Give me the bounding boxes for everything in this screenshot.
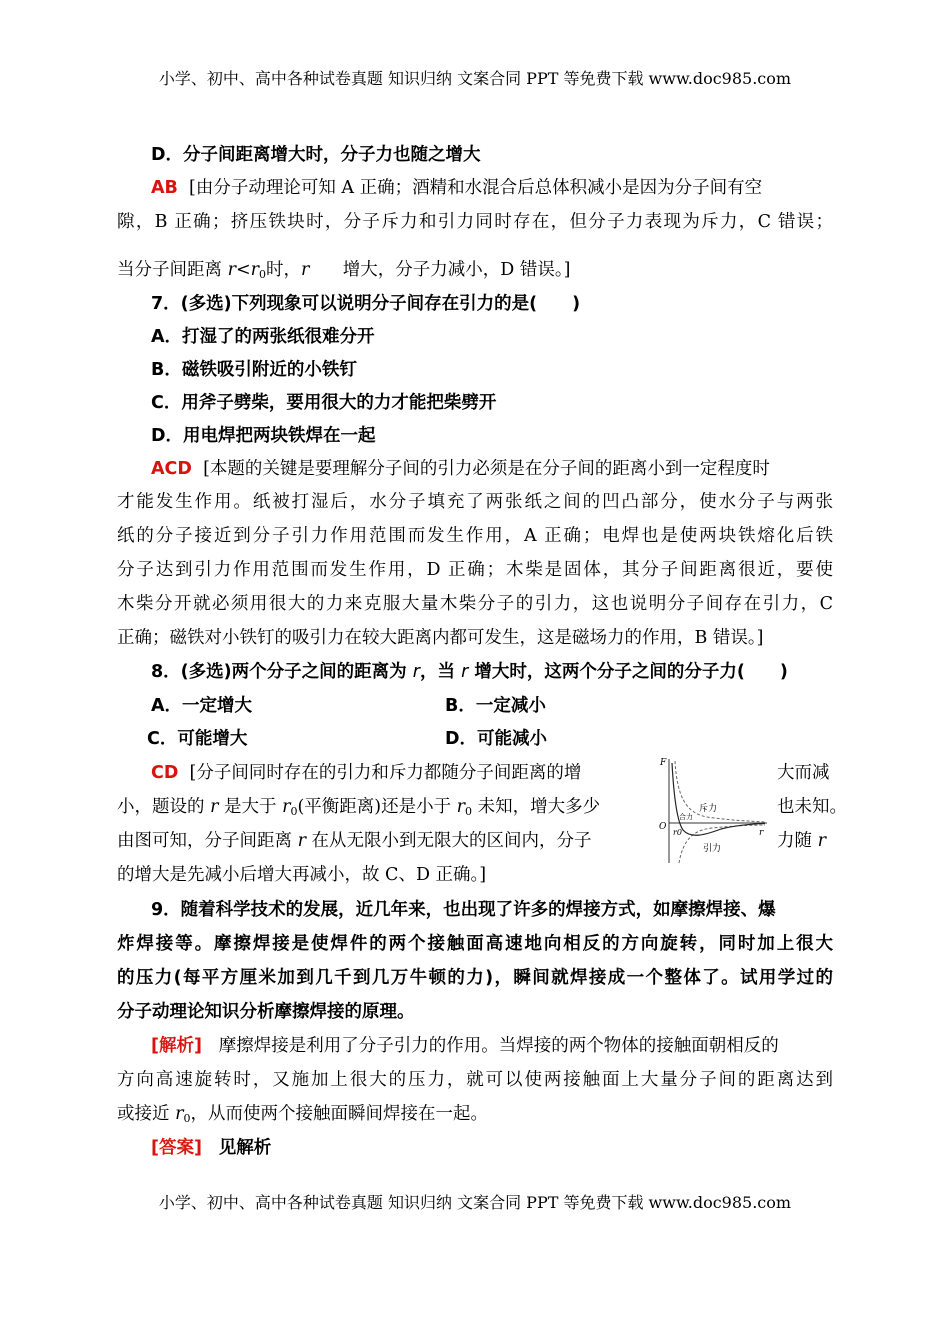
q8-option-c: C．可能增大	[147, 729, 248, 749]
q7-explanation-line-1: ACD [本题的关键是要理解分子间的引力必须是在分子间的距离小到一定程度时	[151, 459, 770, 479]
q8-option-b: B．一定减小	[445, 696, 546, 716]
q7-explanation-line-4: 分子达到引力作用范围而发生作用，D 正确；木柴是固体，其分子间距离很近，要使	[117, 560, 833, 580]
q9-answer-line	[151, 1138, 271, 1159]
page-footer: 小学、初中、高中各种试卷真题 知识归纳 文案合同 PPT 等免费下载 www.doc985.com	[158, 1193, 792, 1212]
q9-stem-line-1: 9．随着科学技术的发展，近几年来，也出现了许多的焊接方式，如摩擦焊接、爆	[151, 900, 776, 920]
q7-answer: ACD	[151, 459, 192, 479]
q7-explanation-line-5: 木柴分开就必须用很大的力来克服大量木柴分子的引力，这也说明分子间存在引力，C	[117, 594, 833, 614]
q7-option-c: C．用斧子劈柴，要用很大的力才能把柴劈开	[151, 393, 497, 413]
q6-explanation-line-1: AB [由分子动理论可知 A 正确；酒精和水混合后总体积减小是因为分子间有空	[151, 178, 763, 198]
q8-explanation-line-1: CD [分子间同时存在的引力和斥力都随分子间距离的增	[151, 763, 582, 783]
analysis-tag: [解析]	[151, 1036, 202, 1056]
q6-explanation-line-2: 隙，B 正确；挤压铁块时，分子斥力和引力同时存在，但分子力表现为斥力，C 错误；	[117, 212, 833, 232]
q8-explanation-line-2-end: 也未知。	[777, 797, 847, 817]
page-header: 小学、初中、高中各种试卷真题 知识归纳 文案合同 PPT 等免费下载 www.doc985.com	[158, 69, 792, 88]
q7-explanation-line-3: 纸的分子接近到分子引力作用范围而发生作用，A 正确；电焊也是使两块铁熔化后铁	[117, 526, 833, 546]
force-distance-chart	[657, 755, 769, 865]
q7-option-a: A．打湿了的两张纸很难分开	[151, 327, 375, 347]
q6-answer: AB	[151, 178, 178, 198]
q9-stem-line-4: 分子动理论知识分析摩擦焊接的原理。	[117, 1002, 415, 1022]
repulsion-label: 斥力	[699, 804, 718, 814]
attraction-curve	[679, 825, 765, 863]
q8-explanation-line-1-end: 大而减	[777, 763, 830, 783]
answer-tag: [答案]	[151, 1138, 202, 1158]
molecular-force-graph	[657, 755, 769, 865]
q7-stem: 7．(多选)下列现象可以说明分子间存在引力的是( )	[151, 294, 581, 314]
q9-analysis-line-2: 方向高速旋转时，又施加上很大的压力，就可以使两接触面上大量分子间的距离达到	[117, 1070, 833, 1090]
net-force-curve	[672, 763, 765, 835]
q8-stem: 8．(多选)两个分子之间的距离为 r，当 r 增大时，这两个分子之间的分子力( )	[151, 662, 788, 682]
net-force-label: 合力	[679, 813, 693, 821]
q8-explanation-line-3-end: 力随 r	[777, 831, 826, 851]
axis-label-f: F	[660, 758, 667, 768]
q9-answer: 见解析	[218, 1138, 272, 1158]
q8-explanation-line-4: 的增大是先减小后增大再减小，故 C、D 正确。]	[117, 865, 487, 885]
q9-analysis-line-1: [解析] 摩擦焊接是利用了分子引力的作用。当焊接的两个物体的接触面朝相反的	[151, 1036, 779, 1056]
q6-option-d: D．分子间距离增大时，分子力也随之增大	[151, 145, 481, 165]
q9-stem-line-3: 的压力(每平方厘米加到几千到几万牛顿的力)，瞬间就焊接成一个整体了。试用学过的	[117, 968, 833, 988]
q8-answer: CD	[151, 763, 179, 783]
q8-explanation-line-3: 由图可知，分子间距离 r 在从无限小到无限大的区间内，分子	[117, 831, 592, 851]
q7-option-b: B．磁铁吸引附近的小铁钉	[151, 360, 357, 380]
q9-analysis-line-3: 或接近 $r_0$，从而使两个接触面瞬间焊接在一起。	[117, 1104, 488, 1125]
q8-option-d: D．可能减小	[445, 729, 548, 749]
axis-label-o: O	[659, 822, 667, 832]
q8-option-a: A．一定增大	[151, 696, 253, 716]
q8-explanation-line-2: 小，题设的 r 是大于 $r_0$(平衡距离)还是小于 $r_0$ 未知，增大多少	[117, 797, 601, 818]
q7-explanation-line-2: 才能发生作用。纸被打湿后，水分子填充了两张纸之间的凹凸部分，使水分子与两张	[117, 492, 833, 512]
q7-explanation-line-6: 正确；磁铁对小铁钉的吸引力在较大距离内都可发生，这是磁场力的作用，B 错误。]	[117, 628, 764, 648]
q7-option-d: D．用电焊把两块铁焊在一起	[151, 426, 376, 446]
axis-label-r0: r0	[673, 828, 682, 837]
attraction-label: 引力	[703, 844, 722, 854]
axis-label-r: r	[759, 828, 764, 838]
q9-stem-line-2: 炸焊接等。摩擦焊接是使焊件的两个接触面高速地向相反的方向旋转，同时加上很大	[117, 934, 833, 954]
q6-explanation-line-3: 当分子间距离 $r<r_0$时，r 增大，分子力减小，D 错误。]	[117, 260, 571, 281]
